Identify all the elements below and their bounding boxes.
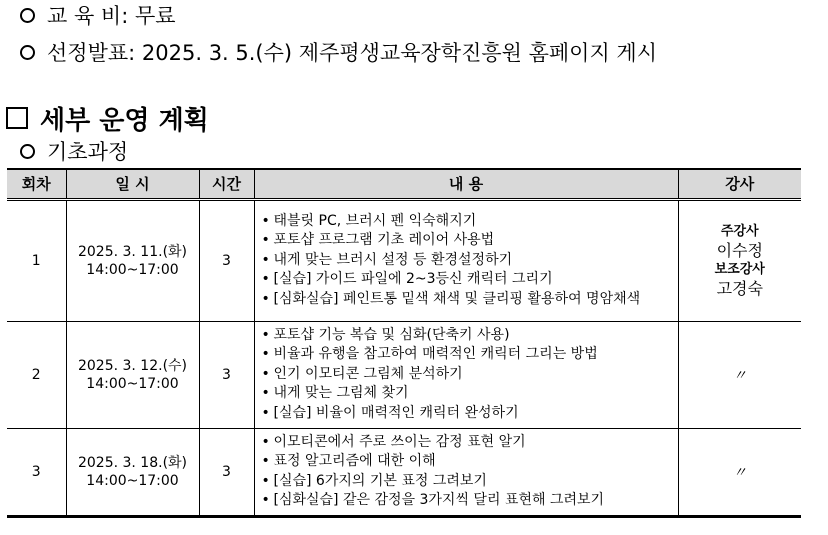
course-subtitle — [20, 137, 128, 165]
datetime-cell — [66, 428, 199, 516]
session-number: 3 — [7, 428, 66, 516]
content-item: • 이모티콘에서 주로 쓰이는 감정 표현 알기 — [261, 433, 672, 453]
table-row — [7, 321, 801, 428]
announcement-info — [20, 37, 657, 67]
header-session: 회차 — [7, 169, 66, 199]
hours-cell: 3 — [199, 428, 254, 516]
header-contents: 내 용 — [254, 169, 678, 199]
header-hours: 시간 — [199, 169, 254, 199]
table-header-row — [7, 169, 801, 199]
date-text: 2025. 3. 11.(화) — [77, 243, 188, 260]
content-item: • 내게 맞는 브러시 설정 등 환경설정하기 — [261, 251, 672, 271]
assistant-instructor-name: 고경숙 — [716, 278, 763, 298]
square-bullet-icon — [6, 107, 28, 129]
schedule-table — [7, 168, 801, 518]
hours-cell: 3 — [199, 199, 254, 321]
datetime-cell — [66, 321, 199, 428]
contents-cell — [254, 428, 678, 516]
hours-cell: 3 — [199, 321, 254, 428]
main-instructor-name: 이수정 — [716, 240, 763, 260]
header-instructor: 강사 — [678, 169, 801, 199]
content-item: • 포토샵 프로그램 기초 레이어 사용법 — [261, 231, 672, 251]
fee-text: 교 육 비: 무료 — [47, 4, 176, 28]
instructor-ditto-mark: 〃 — [678, 428, 801, 516]
table-row — [7, 199, 801, 321]
content-item: • [실습] 가이드 파일에 2~3등신 캐릭터 그리기 — [261, 270, 672, 290]
content-item: • [심화실습] 같은 감정을 3가지씩 달리 표현해 그려보기 — [261, 491, 672, 511]
assistant-instructor-role: 보조강사 — [714, 261, 765, 277]
contents-cell — [254, 321, 678, 428]
circle-bullet-icon — [20, 8, 35, 23]
circle-bullet-icon — [20, 144, 35, 159]
content-item: • 포토샵 기능 복습 및 심화(단축키 사용) — [261, 326, 672, 346]
table-row — [7, 428, 801, 516]
datetime-cell — [66, 199, 199, 321]
circle-bullet-icon — [20, 45, 35, 60]
time-text: 14:00~17:00 — [86, 261, 179, 278]
session-number: 1 — [7, 199, 66, 321]
main-instructor-role: 주강사 — [720, 223, 759, 239]
announcement-text: 선정발표: 2025. 3. 5.(수) 제주평생교육장학진흥원 홈페이지 게시 — [47, 41, 657, 65]
instructor-cell — [678, 199, 801, 321]
contents-cell — [254, 199, 678, 321]
date-text: 2025. 3. 12.(수) — [77, 357, 188, 374]
time-text: 14:00~17:00 — [86, 375, 179, 392]
content-item: • 비율과 유행을 참고하여 매력적인 캐릭터 그리는 방법 — [261, 345, 672, 365]
instructor-ditto-mark: 〃 — [678, 321, 801, 428]
content-item: • 인기 이모티콘 그림체 분석하기 — [261, 365, 672, 385]
content-item: • 표정 알고리즘에 대한 이해 — [261, 452, 672, 472]
section-heading-text: 세부 운영 계획 — [40, 105, 209, 136]
content-item: • 태블릿 PC, 브러시 펜 익숙해지기 — [261, 212, 672, 232]
session-number: 2 — [7, 321, 66, 428]
content-item: • [실습] 6가지의 기본 표정 그려보기 — [261, 472, 672, 492]
fee-info — [20, 0, 176, 30]
course-subtitle-text: 기초과정 — [47, 140, 129, 164]
date-text: 2025. 3. 18.(화) — [77, 454, 188, 471]
content-item: • 내게 맞는 그림체 찾기 — [261, 384, 672, 404]
time-text: 14:00~17:00 — [86, 472, 179, 489]
section-heading — [6, 100, 209, 136]
content-item: • [실습] 비율이 매력적인 캐릭터 완성하기 — [261, 404, 672, 424]
header-datetime: 일 시 — [66, 169, 199, 199]
content-item: • [심화실습] 페인트통 밑색 채색 및 클리핑 활용하여 명암채색 — [261, 290, 672, 310]
